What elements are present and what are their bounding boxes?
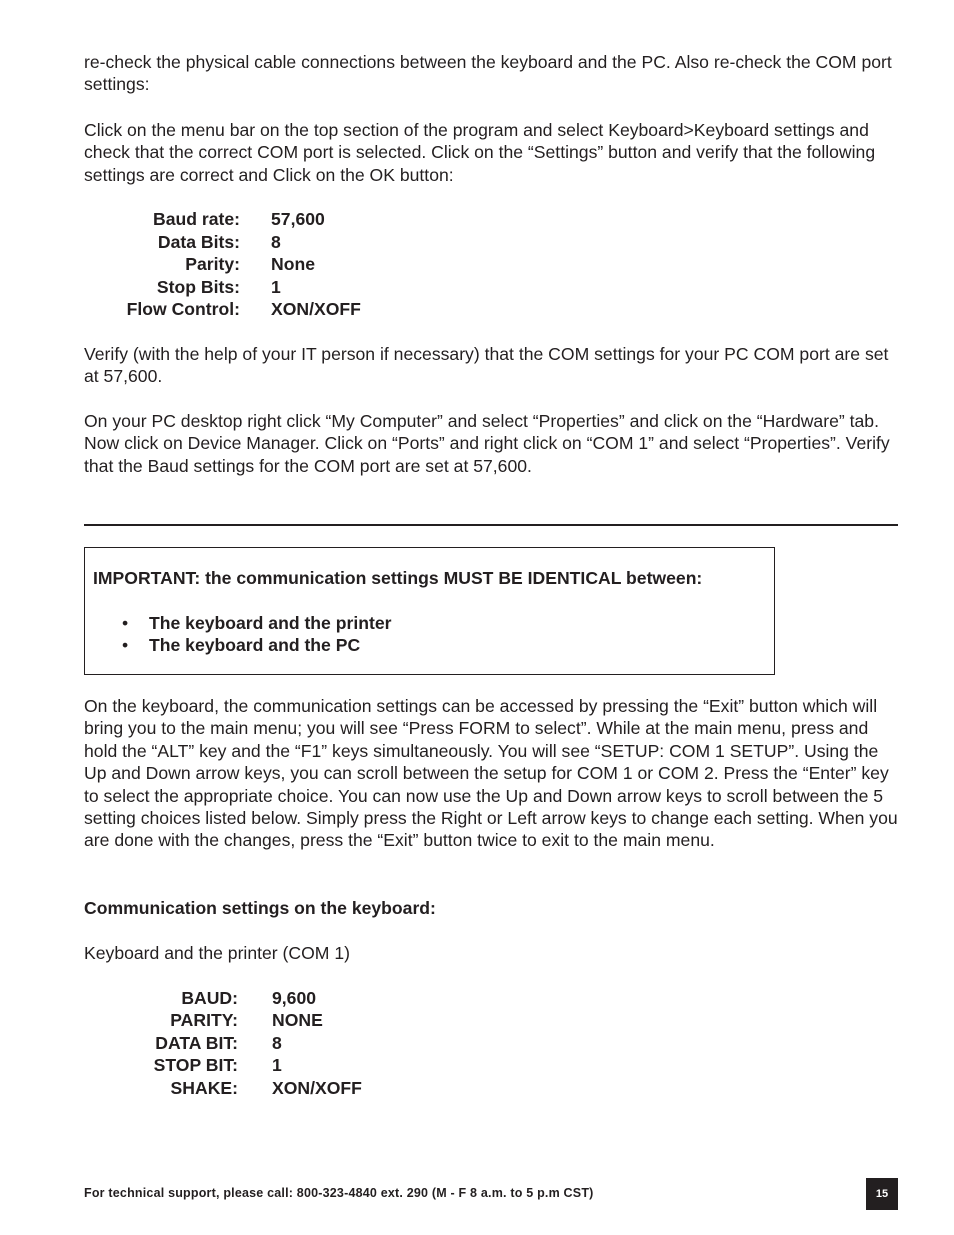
keyboard-settings-heading: Communication settings on the keyboard: xyxy=(84,898,436,918)
setting-label: Baud rate: xyxy=(152,209,240,229)
important-notice-box xyxy=(84,547,775,675)
setting-label: Stop Bits: xyxy=(156,277,240,297)
section-divider xyxy=(84,524,898,526)
list-item: • The keyboard and the PC xyxy=(122,635,361,656)
setting-label: DATA BIT: xyxy=(155,1033,238,1053)
setting-value: 8 xyxy=(271,232,281,252)
important-list xyxy=(85,612,391,657)
bullet: • xyxy=(122,613,129,633)
setting-label: Flow Control: xyxy=(126,299,240,319)
paragraph-verify-com: Verify (with the help of your IT person if necessary) that the COM settings for your PC COM port are set at 57,600. xyxy=(84,344,889,387)
setting-label: BAUD: xyxy=(181,988,238,1008)
keyboard-printer-subheading: Keyboard and the printer (COM 1) xyxy=(84,943,350,963)
setting-label: Parity: xyxy=(185,254,240,274)
important-heading: IMPORTANT: the communication settings MUST BE IDENTICAL between: xyxy=(93,568,703,588)
setting-value: 8 xyxy=(272,1033,282,1053)
list-item: • The keyboard and the printer xyxy=(122,613,392,633)
paragraph-recheck-cables: re-check the physical cable connections between the keyboard and the PC. Also re-check the COM port settings: xyxy=(84,52,892,95)
paragraph-device-manager: On your PC desktop right click “My Computer” and select “Properties” and click on the “Hardware” tab. Now click on Device Manager. Click on “Ports” and right click on “COM 1” and select “Properties”. Verify that the Baud settings for the COM port are set at 57,600. xyxy=(84,411,890,476)
page-number: 15 xyxy=(866,1178,898,1210)
setting-value: None xyxy=(271,254,315,274)
setting-label: Data Bits: xyxy=(157,232,240,252)
bullet: • xyxy=(122,635,129,656)
setting-value: XON/XOFF xyxy=(272,1078,362,1098)
paragraph-keyboard-instructions: On the keyboard, the communication settings can be accessed by pressing the “Exit” button which will bring you to the main menu; you will see “Press FORM to select”. While at the main menu, press and hold the “ALT” key and the “F1” keys simultaneously. You will see “SETUP: COM 1 SETUP”. Using the Up and Down arrow keys, you can scroll between the setup for COM 1 or COM 2. Press the “Enter” key to select the appropriate choice. You can now use the Up and Down arrow keys to scroll between the 5 setting choices listed below. Simply press the Right or Left arrow keys to change each setting. When you are done with the changes, press the “Exit” button twice to exit to the main menu. xyxy=(84,696,898,851)
setting-value: 57,600 xyxy=(271,209,325,229)
setting-label: SHAKE: xyxy=(170,1078,238,1098)
support-footer: For technical support, please call: 800-323-4840 ext. 290 (M - F 8 a.m. to 5 p.m CST) xyxy=(84,1186,594,1200)
setting-value: 9,600 xyxy=(272,988,317,1008)
setting-label: STOP BIT: xyxy=(153,1055,238,1075)
setting-value: XON/XOFF xyxy=(271,299,361,319)
setting-value: NONE xyxy=(272,1010,323,1030)
paragraph-menu-instructions: Click on the menu bar on the top section of the program and select Keyboard>Keyboard settings and check that the correct COM port is selected. Click on the “Settings” button and verify that the following settings are correct and Click on the OK button: xyxy=(84,120,876,185)
setting-value: 1 xyxy=(271,277,281,297)
setting-value: 1 xyxy=(272,1055,282,1075)
setting-label: PARITY: xyxy=(170,1010,238,1030)
